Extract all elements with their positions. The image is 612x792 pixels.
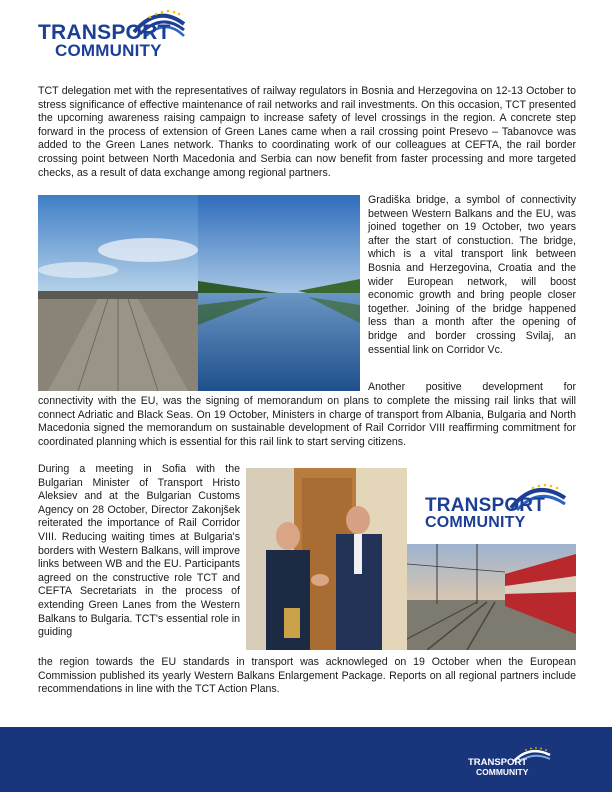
paragraph-sofia-meeting: During a meeting in Sofia with the Bulgarian Minister of Transport Hristo Aleksiev and at the Bulgarian Customs Agency on 28 October, Director Zakonjšek reiterated the importance of Rail Corridor VIII. Reducing waiting times at Bulgaria's borders with Western Balkans, will improve links between WB and the EU. Participants agreed on the constructive role TCT and CEFTA Secretariats in the process of extending Green Lanes from the Western Balkans to Bulgaria. TCT's essential role in guiding bbox=[38, 463, 240, 639]
paragraph-gradiska-bridge: Gradiška bridge, a symbol of connectivity between Western Balkans and the EU, was joined together on 19 October, two years after the start of constuction. The bridge, which is a vital transport link between Bosnia and Herzegovina, Croatia and the wider European network, will boost economic growth and bring people closer together. Joining of the bridge happened less than a month after the opening of bridge and border crossing Svilaj, an essential link on Corridor Vc. bbox=[368, 194, 576, 356]
logo-panel-line-2: COMMUNITY bbox=[425, 514, 526, 531]
footer-logo-line-1: TRANSPORT bbox=[468, 757, 528, 768]
footer-logo-line-2: COMMUNITY bbox=[476, 767, 529, 777]
photo-river bbox=[198, 195, 360, 391]
logo-panel-line-1: TRANSPORT bbox=[425, 495, 546, 516]
footer-band bbox=[0, 727, 612, 792]
paragraph-corridor-viii-start: Another positive development for bbox=[368, 381, 576, 393]
logo-line-1: TRANSPORT bbox=[38, 21, 171, 44]
photo-train-station bbox=[407, 544, 576, 650]
paragraph-green-lanes: TCT delegation met with the representatives of railway regulators in Bosnia and Herzegovina on 12-13 October to stress significance of effective maintenance of rail networks and rail investments. On this occasion, TCT presented the upcoming awareness raising campaign to increase safety of level crossings in the region. A concrete step forward in the process of extension of Green Lanes came when a rail crossing point Presevo – Tabanovce was added to the Green Lanes network. Thanks to coordinating work of our colleagues at CEFTA, the rail border crossing point between North Macedonia and Serbia can now benefit from faster processing and more targeted checks, as a result of data exchange among regional partners. bbox=[38, 85, 576, 179]
paragraph-enlargement-package: the region towards the EU standards in transport was acknowleged on 19 October when the European Commission published its yearly Western Balkans Enlargement Package. Reports on all regional partners include recommendations in line with the TCT Action Plans. bbox=[38, 656, 576, 696]
footer-logo bbox=[468, 745, 558, 777]
photo-bridge-deck bbox=[38, 195, 198, 391]
logo-line-2: COMMUNITY bbox=[55, 41, 162, 60]
paragraph-rail-corridor-viii: connectivity with the EU, was the signing of memorandum on plans to complete the missing rail links that will connect Adriatic and Black Seas. On 19 October, Ministers in charge of transport from Albania, Bulgaria and North Macedonia signed the memorandum on sustainable development of Rail Corridor VIII reaffirming commitment for coordinated planning which is essential for this rail link to start serving citizens. bbox=[38, 395, 576, 448]
photo-logo-panel bbox=[407, 468, 576, 544]
transport-community-logo bbox=[38, 6, 188, 58]
photo-handshake bbox=[246, 468, 407, 650]
